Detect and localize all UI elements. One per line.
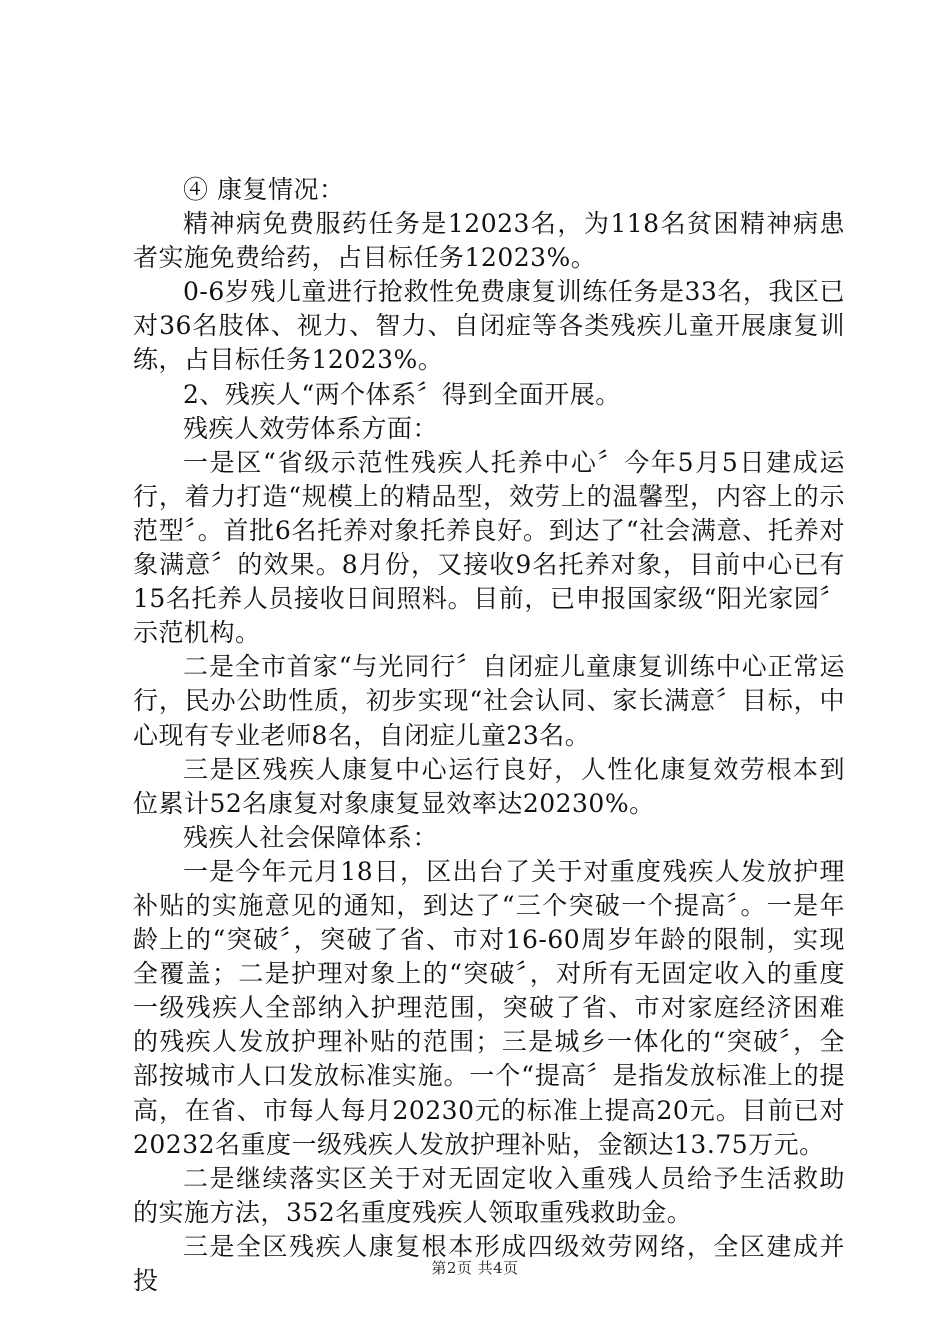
paragraph-care-center: 一是区“省级示范性残疾人托养中心〞今年5月5日建成运行，着力打造“规模上的精品型，效劳上的温馨型，内容上的示范型〞。首批6名托养对象托养良好。到达了“社会满意、托养对象满意〞的效果。8月份，又接收9名托养对象，目前中心已有15名托养人员接收日间照料。目前，已申报国家级“阳光家园〞示范机构。 (133, 447, 845, 648)
paragraph-rehab-heading: ④ 康复情况： (183, 175, 345, 204)
paragraph-living-relief: 二是继续落实区关于对无固定收入重残人员给予生活救助的实施方法，352名重度残疾人领取重残救助金。 (133, 1163, 845, 1227)
paragraph-nursing-subsidy: 一是今年元月18日，区出台了关于对重度残疾人发放护理补贴的实施意见的通知，到达了“三个突破一个提高〞。一是年龄上的“突破〞，突破了省、市对16-60周岁年龄的限制，实现全覆盖；二是护理对象上的“突破〞，对所有无固定收入的重度一级残疾人全部纳入护理范围，突破了省、市对家庭经济困难的残疾人发放护理补贴的范围；三是城乡一体化的“突破〞，全部按城市人口发放标准实施。一个“提高〞是指发放标准上的提高，在省、市每人每月20230元的标准上提高20元。目前已对20232名重度一级残疾人发放护理补贴，金额达13.75万元。 (133, 856, 845, 1159)
paragraph-mental-illness-medication: 精神病免费服药任务是12023名，为118名贫困精神病患者实施免费给药，占目标任务12023%。 (133, 209, 845, 273)
paragraph-child-rehab-training: 0-6岁残儿童进行抢救性免费康复训练任务是33名，我区已对36名肢体、视力、智力、自闭症等各类残疾儿童开展康复训练，占目标任务12023%。 (133, 277, 845, 375)
paragraph-service-system-heading: 残疾人效劳体系方面： (183, 413, 439, 443)
document-body (133, 173, 845, 1298)
paragraph-social-security-heading: 残疾人社会保障体系： (183, 822, 439, 852)
paragraph-rehab-center: 三是区残疾人康复中心运行良好，人性化康复效劳根本到位累计52名康复对象康复显效率达20230%。 (133, 754, 845, 818)
paragraph-two-systems: 2、残疾人“两个体系〞得到全面开展。 (183, 379, 621, 409)
paragraph-autism-center: 二是全市首家“与光同行〞自闭症儿童康复训练中心正常运行，民办公助性质，初步实现“社会认同、家长满意〞目标，中心现有专业老师8名，自闭症儿童23名。 (133, 652, 845, 750)
paragraph-service-network: 三是全区残疾人康复根本形成四级效劳网络，全区建成并投 (133, 1231, 845, 1295)
page-number-footer: 第2页 共4页 (431, 1259, 519, 1277)
